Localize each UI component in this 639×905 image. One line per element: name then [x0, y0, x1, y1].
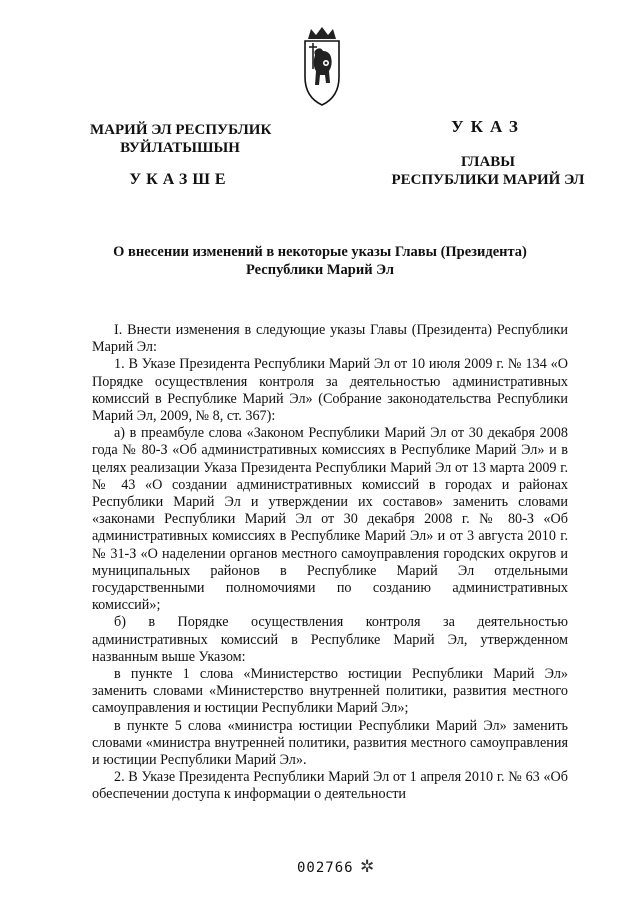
header-left-line1: МАРИЙ ЭЛ РЕСПУБЛИК: [90, 122, 272, 138]
asterisk-mark: ✲: [360, 857, 375, 876]
serial-number: 002766: [297, 860, 354, 876]
paragraph: I. Внести изменения в следующие указы Главы (Президента) Республики Марий Эл:: [92, 322, 568, 356]
document-title: [96, 243, 544, 279]
paragraph: 1. В Указе Президента Республики Марий Эл от 10 июля 2009 г. № 134 «О Порядке осуществления контроля за деятельностью административных комиссий в Республике Марий Эл» (Собрание законодательства Республики Марий Эл, 2009, № 8, ст. 367):: [92, 356, 568, 425]
paragraph: в пункте 1 слова «Министерство юстиции Республики Марий Эл» заменить словами «Министерство внутренней политики, развития местного самоуправления и юстиции Республики Марий Эл»;: [92, 666, 568, 717]
header-left-line2: ВУЙЛАТЫШЫН: [120, 140, 240, 156]
title-line2: Республики Марий Эл: [246, 262, 394, 278]
header-right-line2: ГЛАВЫ: [460, 154, 516, 170]
paragraph: 2. В Указе Президента Республики Марий Эл от 1 апреля 2010 г. № 63 «Об обеспечении доступа к информации о деятельности: [92, 769, 568, 803]
title-line1: О внесении изменений в некоторые указы Главы (Президента): [113, 244, 527, 260]
coat-of-arms-icon: [299, 25, 345, 107]
header-left-line3: УКАЗШЕ: [129, 171, 231, 188]
header-right-line3: РЕСПУБЛИКИ МАРИЙ ЭЛ: [391, 172, 585, 188]
paragraph: в пункте 5 слова «министра юстиции Республики Марий Эл» заменить словами «министра внутренней политики, развития местного самоуправления и юстиции Республики Марий Эл».: [92, 717, 568, 769]
header-right-line1: УКАЗ: [451, 117, 525, 136]
document-body: [92, 322, 568, 804]
paragraph: б) в Порядке осуществления контроля за деятельностью административных комиссий в Республике Марий Эл, утвержденном названным выше Указом:: [92, 614, 568, 665]
paragraph: а) в преамбуле слова «Законом Республики Марий Эл от 30 декабря 2008 года № 80-З «Об административных комиссиях в Республике Марий Эл» и в целях реализации Указа Президента Республики Марий Эл от 13 марта 2009 г. № 43 «О создании административных комиссий в городах и районах Республики Марий Эл и утверждении их составов» заменить словами «законами Республики Марий Эл от 30 декабря 2008 г. № 80-З «Об административных комиссиях в Республике Марий Эл» и от 3 августа 2010 г. № 31-З «О наделении органов местного самоуправления городских округов и муниципальных районов в Республике Марий Эл отдельными государственными полномочиями по созданию административных комиссий»;: [92, 425, 568, 614]
